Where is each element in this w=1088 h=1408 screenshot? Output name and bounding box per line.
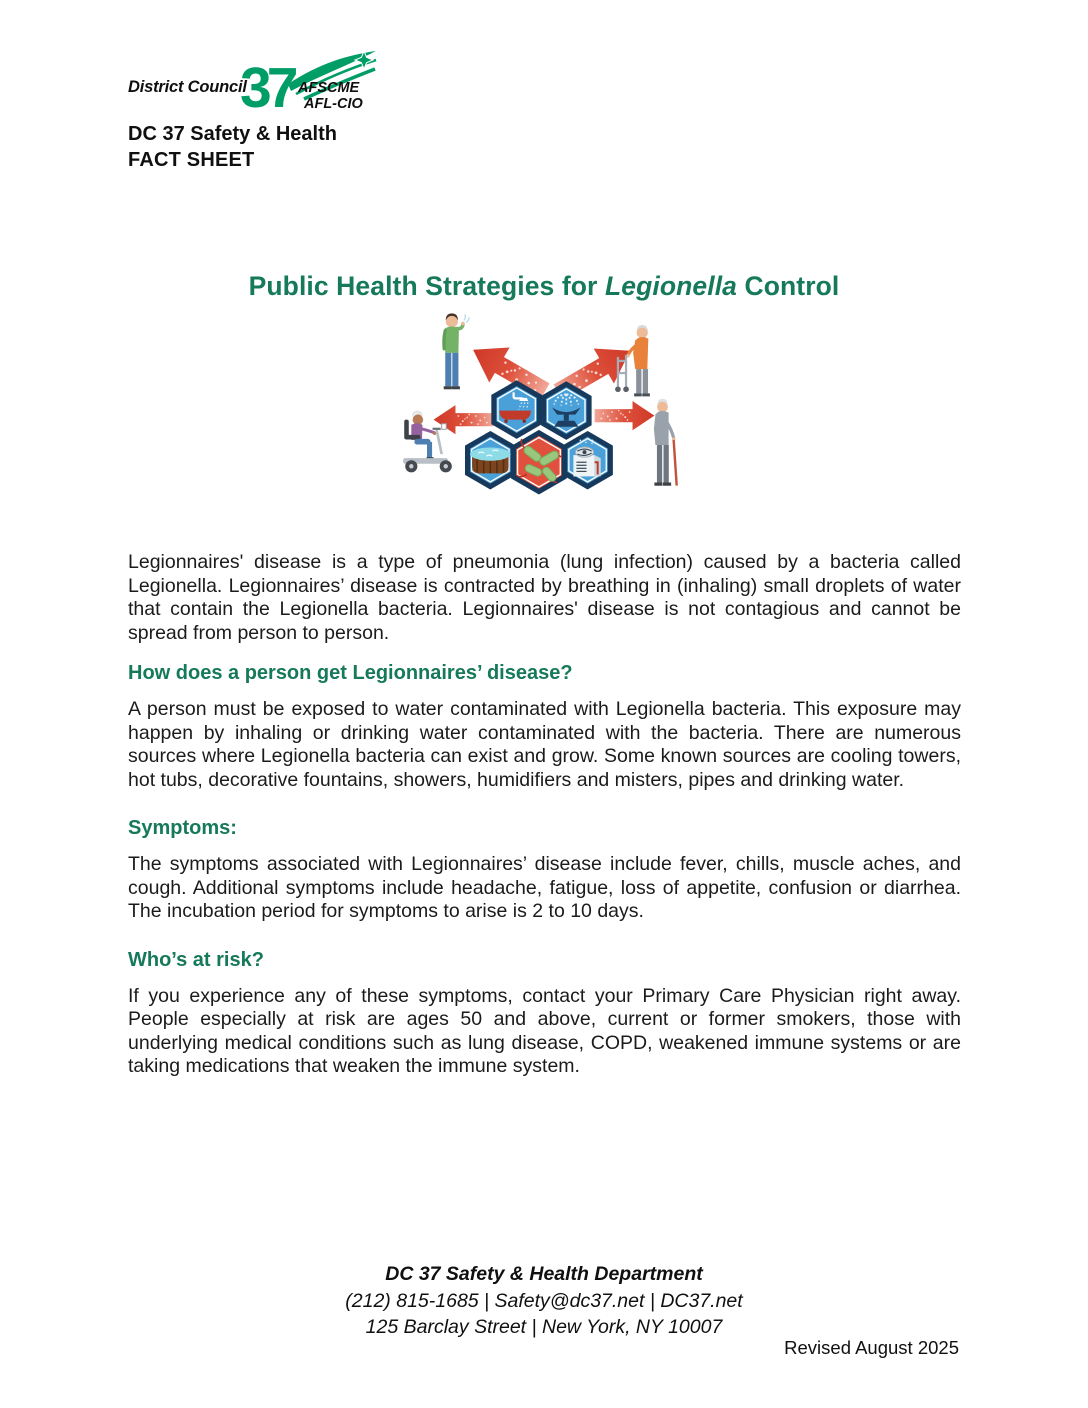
cane-icon	[674, 440, 677, 486]
elderly-walker-figure	[615, 325, 650, 396]
logo-district-council-text: District Council	[128, 78, 247, 96]
intro-paragraph: Legionnaires' disease is a type of pneumonia (lung infection) caused by a bacteria called Legionella. Legionnaires’ disease is contracted by breathing in (inhaling) small droplets of water that contain the Legionella bacteria. Legionnaires' disease is not contagious and cannot be spread from person to person.	[128, 551, 961, 644]
document-body	[128, 551, 961, 1096]
logo-afscme-text: AFSCME	[298, 80, 360, 96]
logo-37-numeral: 37	[240, 56, 294, 114]
cane-man-figure	[654, 399, 677, 486]
section-heading-how: How does a person get Legionnaires’ disease?	[128, 662, 573, 684]
arrow-right-icon	[595, 401, 655, 430]
risk-paragraph: If you experience any of these symptoms, contact your Primary Care Physician right away. People especially at risk are ages 50 and above, current or former smokers, those with underlying medical conditions such as lung disease, COPD, weakened immune systems or are taking medications that weaken the immune system.	[128, 984, 961, 1077]
legionella-illustration	[387, 306, 701, 509]
fountain-icon	[543, 384, 589, 437]
document-footer	[0, 1261, 1088, 1341]
dc37-logo	[128, 50, 378, 114]
title-legionella-italic: Legionella	[604, 270, 737, 301]
bacteria-icon	[514, 433, 565, 492]
footer-contact: (212) 815-1685 | Safety@dc37.net | DC37.net	[345, 1289, 743, 1312]
revision-date: Revised August 2025	[784, 1337, 959, 1358]
masthead	[128, 50, 378, 173]
org-name: DC 37 Safety & Health	[128, 123, 337, 145]
hot-tub-icon	[468, 434, 514, 487]
title-suffix: Control	[737, 270, 840, 301]
coughing-man-figure	[444, 313, 469, 389]
section-heading-risk: Who’s at risk?	[128, 948, 264, 971]
footer-address: 125 Barclay Street | New York, NY 10007	[365, 1316, 723, 1338]
title-prefix: Public Health Strategies for	[248, 270, 605, 301]
symptoms-paragraph: The symptoms associated with Legionnaires’ disease include fever, chills, muscle aches, and cough. Additional symptoms include headache, fatigue, loss of appetite, confusion or diarrhea. The incubation period for symptoms to arise is 2 to 10 days.	[128, 853, 961, 922]
doc-type-label: FACT SHEET	[128, 149, 255, 171]
shower-bathtub-icon	[494, 383, 540, 436]
page-title	[0, 271, 1088, 302]
arrow-left-icon	[434, 405, 494, 434]
how-paragraph: A person must be exposed to water contaminated with Legionella bacteria. This exposure may happen by inhaling or drinking water contaminated with the bacteria. There are numerous sources where Legionella bacteria can exist and grow. Some known sources are cooling towers, hot tubs, decorative fountains, showers, humidifiers and misters, pipes and drinking water.	[128, 698, 961, 791]
footer-department: DC 37 Safety & Health Department	[385, 1263, 703, 1285]
logo-afl-cio-text: AFL-CIO	[304, 96, 363, 112]
section-heading-symptoms: Symptoms:	[128, 817, 237, 839]
cooling-tower-icon	[565, 434, 611, 487]
